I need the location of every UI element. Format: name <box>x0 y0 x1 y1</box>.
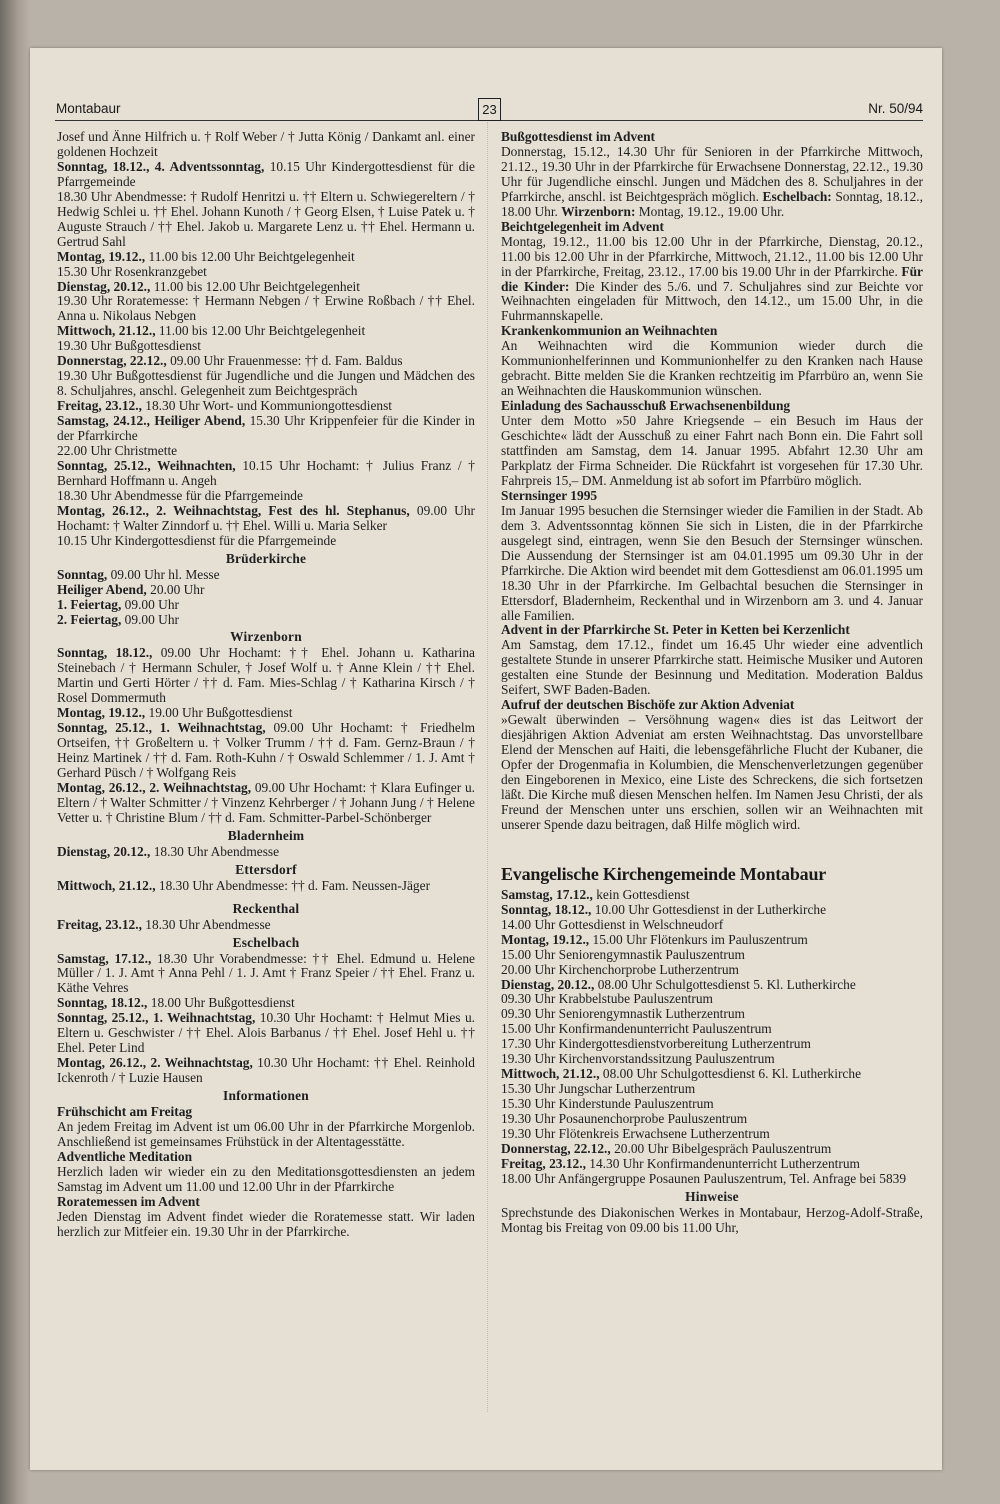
text-run: Montag, 19.12., 19.00 Uhr. <box>635 203 785 219</box>
text-paragraph <box>501 130 923 145</box>
text-run: 09.00 Uhr Hochamt: † Walter Zinndorf u. †† Ehel. Willi u. Maria Selker <box>57 502 475 533</box>
text-run: 22.00 Uhr Christmette <box>57 443 178 459</box>
text-run: 20.00 Uhr Bibelgespräch Pauluszentrum <box>610 1141 832 1156</box>
text-paragraph <box>57 721 475 781</box>
text-paragraph <box>501 1052 923 1067</box>
section-heading: Eschelbach <box>232 934 300 950</box>
text-run: 19.00 Uhr Bußgottesdienst <box>145 705 293 721</box>
bold-text: Frühschicht am Freitag <box>57 1104 193 1120</box>
text-run: Die Kinder des 5./6. und 7. Schuljahres sind zur Beichte vor Weihnachten eingeladen für Mittwoch, den 14.12., um 15.00 Uhr, in die Fuhrmannskapelle. <box>501 278 923 324</box>
text-run: 10.30 Uhr Hochamt: †† Ehel. Reinhold Ickenroth / † Luzie Hausen <box>57 1055 476 1086</box>
text-paragraph <box>501 948 923 963</box>
section-heading: Brüderkirche <box>225 550 307 566</box>
text-paragraph <box>57 1120 475 1150</box>
text-run: 19.30 Uhr Kirchenvorstandssitzung Pauluszentrum <box>501 1051 775 1067</box>
text-paragraph <box>501 324 923 339</box>
bold-text: Montag, 19.12., <box>57 248 146 264</box>
text-run: 08.00 Uhr Schulgottesdienst 5. Kl. Lutherkirche <box>594 976 856 992</box>
section-heading: Hinweise <box>685 1188 739 1204</box>
right-column <box>501 130 923 1236</box>
text-paragraph <box>57 250 475 265</box>
bold-text: Montag, 26.12., 2. Weihnachtstag, <box>57 779 252 795</box>
text-run: Sprechstunde des Diakonischen Werkes in Montabaur, Herzog-Adolf-Straße, Montag bis Freitag von 09.00 bis 11.00 Uhr, <box>501 1204 923 1235</box>
text-run: 08.00 Uhr Schulgottesdienst 6. Kl. Lutherkirche <box>599 1066 862 1082</box>
text-paragraph <box>57 534 475 549</box>
text-run: 20.00 Uhr <box>146 581 205 597</box>
bold-text: Einladung des Sachausschuß Erwachsenenbildung <box>501 398 791 414</box>
bold-text: Sonntag, 18.12., 4. Adventssonntag, <box>57 158 265 174</box>
bold-text: Bußgottesdienst im Advent <box>501 129 656 144</box>
text-run: Josef und Änne Hilfrich u. † Rolf Weber / † Jutta König / Dankamt anl. einer goldenen Hochzeit <box>57 129 475 159</box>
text-paragraph <box>501 1172 923 1187</box>
bold-text: Für die Kinder: <box>501 263 923 294</box>
header-town: Montabaur <box>56 101 121 116</box>
text-paragraph <box>501 220 923 235</box>
text-run: Sonntag, 18.12., 18.00 Uhr. <box>501 188 924 219</box>
text-run: 09.00 Uhr Frauenmesse: †† d. Fam. Baldus <box>166 353 403 369</box>
text-paragraph <box>501 963 923 978</box>
text-paragraph <box>57 781 475 826</box>
text-paragraph <box>501 1037 923 1052</box>
text-paragraph <box>57 1165 475 1195</box>
text-paragraph <box>57 399 475 414</box>
page-header <box>55 98 923 121</box>
text-run: 18.00 Uhr Anfängergruppe Posaunen Pauluszentrum, Tel. Anfrage bei 5839 <box>501 1170 907 1186</box>
text-paragraph <box>57 444 475 459</box>
text-run: 10.15 Uhr Kindergottesdienst für die Pfarrgemeinde <box>57 532 337 548</box>
text-run: 09.00 Uhr Hochamt: †† Ehel. Johann u. Katharina Steinebach / † Hermann Schuler, † Josef Wolf u. † Anne Klein / †† Ehel. Martin und Gerti Hörter / †† d. Fam. Mies-Schlag / † Katharina Kirsch / † Rosel Dommermuth <box>57 645 475 706</box>
text-run: 18.30 Uhr Abendmesse <box>141 916 271 932</box>
text-run: 15.00 Uhr Seniorengymnastik Pauluszentrum <box>501 946 745 962</box>
text-run: Unter dem Motto »50 Jahre Kriegsende – ein Besuch im Haus der Geschichte« lädt der Ausschuß zu einer Fahrt nach Bonn ein. Die Fahrt soll stattfinden am Samstag, dem 14. Januar 1995. Abfahrt 12.30 Uhr am Parkplatz der Firma Schneider. Die Rückfahrt ist vorgesehen für 17.30 Uhr. Fahrpreis 15,– DM. Anmeldung ist ab sofort im Pfarrbüro möglich. <box>501 413 923 488</box>
text-run: 10.15 Uhr Kindergottesdienst für die Pfarrgemeinde <box>57 158 475 189</box>
bold-text: 1. Feiertag, <box>57 596 122 612</box>
bold-text: Samstag, 24.12., Heiliger Abend, <box>57 413 246 429</box>
text-paragraph <box>57 1011 475 1056</box>
text-run: 10.00 Uhr Gottesdienst in der Lutherkirche <box>591 901 827 917</box>
bold-text: Montag, 26.12., 2. Weihnachtstag, <box>57 1055 253 1071</box>
bold-text: Dienstag, 20.12., <box>501 976 595 992</box>
text-paragraph <box>57 190 475 250</box>
text-run: 10.15 Uhr Hochamt: † Julius Franz / † Bernhard Hoffmann u. Angeh <box>57 457 475 488</box>
text-paragraph <box>501 1007 923 1022</box>
text-paragraph <box>501 1157 923 1172</box>
bold-text: 2. Feiertag, <box>57 611 122 627</box>
text-run: kein Gottesdienst <box>592 886 690 902</box>
text-run: 19.30 Uhr Bußgottesdienst <box>57 338 201 354</box>
text-paragraph <box>501 489 923 504</box>
text-run: An Weihnachten wird die Kommunion wieder durch die Kommunionhelferinnen und Kommunionhelfer zu den Kranken nach Hause gebracht. Bitte melden Sie die Kranken rechtzeitig im Pfarrbüro an, wenn Sie an Weihnachten die Hauskommunion wünschen. <box>501 338 923 399</box>
text-run: Montag, 19.12., 11.00 bis 12.00 Uhr in der Pfarrkirche, Dienstag, 20.12., 11.00 bis 12.00 Uhr in der Pfarrkirche, Mittwoch, 21.12., 11.00 bis 12.00 Uhr in der Pfarrkirche, Freitag, 23.12., 17.00 bis 19.00 Uhr in der Pfarrkirche. <box>501 233 923 279</box>
text-paragraph <box>57 504 475 534</box>
bold-text: Freitag, 23.12., <box>57 916 142 932</box>
text-paragraph <box>57 583 475 598</box>
text-run: Herzlich laden wir wieder ein zu den Meditationsgottesdiensten an jedem Samstag im Advent um 11.00 und 12.00 Uhr in der Pfarrkirche <box>57 1163 475 1194</box>
bold-text: Freitag, 23.12., <box>57 398 142 414</box>
text-paragraph <box>57 568 475 583</box>
text-run: 19.30 Uhr Roratemesse: † Hermann Nebgen / † Erwine Roßbach / †† Ehel. Anna u. Nikolaus Nebgen <box>57 293 475 324</box>
text-paragraph <box>57 918 475 933</box>
text-paragraph <box>57 265 475 280</box>
text-paragraph <box>501 1206 923 1236</box>
bold-text: Heiliger Abend, <box>57 581 147 597</box>
bold-text: Wirzenborn: <box>561 203 636 219</box>
bold-text: Beichtgelegenheit im Advent <box>501 218 664 234</box>
section-heading: Reckenthal <box>232 900 300 916</box>
text-run: 15.30 Uhr Krippenfeier für die Kinder in der Pfarrkirche <box>57 413 475 444</box>
text-paragraph <box>501 399 923 414</box>
issue-number: Nr. 50/94 <box>868 101 923 116</box>
text-paragraph <box>501 933 923 948</box>
text-run: »Gewalt überwinden – Versöhnung wagen« dies ist das Leitwort der diesjährigen Aktion Adveniat am ersten Weihnachtstag. Das unvorstellbare Elend der Menschen auf Haiti, die lebensgefährliche Flucht der Kubaner, die Opfer der Drogenmafia in Kolumbien, die Menschenverletzungen gegenüber den Eingeborenen in Mexico, eine Liste des Schreckens, die sich fortsetzen läßt. Die Kirche muß diesen Menschen helfen. Im Namen Jesu Christi, der als Freund der Menschen unter uns erschien, sollen wir an Weihnachten mit unserer Spende dazu beitragen, daß Hilfe möglich wird. <box>501 712 923 832</box>
text-paragraph <box>57 1150 475 1165</box>
text-paragraph <box>501 235 923 325</box>
bold-text: Montag, 19.12., <box>57 705 146 721</box>
bold-text: Eschelbach: <box>762 188 832 204</box>
bold-text: Dienstag, 20.12., <box>57 278 151 294</box>
text-paragraph <box>57 1210 475 1240</box>
text-run: 19.30 Uhr Flötenkreis Erwachsene Lutherzentrum <box>501 1126 770 1142</box>
scan-edge <box>0 0 30 1504</box>
text-paragraph <box>501 339 923 399</box>
text-paragraph <box>57 369 475 399</box>
text-paragraph <box>501 504 923 624</box>
text-paragraph <box>501 698 923 713</box>
text-run: 15.30 Uhr Jungschar Lutherzentrum <box>501 1081 696 1097</box>
bold-text: Donnerstag, 22.12., <box>501 1141 611 1156</box>
page-number: 23 <box>478 98 501 121</box>
text-run: 09.00 Uhr hl. Messe <box>107 566 220 582</box>
spacer <box>57 894 475 899</box>
text-paragraph <box>57 1056 475 1086</box>
text-paragraph <box>501 1022 923 1037</box>
text-paragraph <box>57 324 475 339</box>
text-paragraph <box>57 598 475 613</box>
bold-text: Freitag, 23.12., <box>501 1155 586 1171</box>
text-run: 19.30 Uhr Posaunenchorprobe Pauluszentrum <box>501 1111 748 1127</box>
bold-text: Roratemessen im Advent <box>57 1193 200 1209</box>
text-paragraph <box>501 1142 923 1157</box>
text-paragraph <box>57 706 475 721</box>
text-paragraph <box>501 1127 923 1142</box>
text-paragraph <box>57 160 475 190</box>
bold-text: Montag, 26.12., 2. Weihnachtstag, Fest des hl. Stephanus, <box>57 502 410 518</box>
text-run: Im Januar 1995 besuchen die Sternsinger wieder die Familien in der Stadt. Ab dem 3. Adventssonntag können Sie sich in Listen, die in der Pfarrkirche ausgelegt sind, eintragen, wenn Sie den Besuch der Sternsinger wünschen. Die Aussendung der Sternsinger ist am 04.01.1995 um 09.30 Uhr in der Pfarrkirche. Die Aktion wird beendet mit dem Gottesdienst am 06.01.1995 um 18.30 Uhr in der Pfarrkirche. Im Gelbachtal besuchen die Sternsinger in Ettersdorf, Bladernheim, Reckenthal und in Wirzenborn am 3. und 4. Januar alle Familien. <box>501 502 923 623</box>
bold-text: Sonntag, 18.12., <box>501 901 592 917</box>
section-heading: Wirzenborn <box>230 629 302 645</box>
text-run: 15.30 Uhr Rosenkranzgebet <box>57 263 207 279</box>
text-paragraph <box>57 996 475 1011</box>
bold-text: Sonntag, 25.12., 1. Weihnachtstag, <box>57 1010 256 1026</box>
text-run: 20.00 Uhr Kirchenchorprobe Lutherzentrum <box>501 961 739 977</box>
text-paragraph <box>501 903 923 918</box>
text-run: An jedem Freitag im Advent ist um 06.00 Uhr in der Pfarrkirche Morgenlob. Anschließend ist gemeinsames Frühstück in der Altentagesstätte. <box>57 1119 475 1149</box>
text-paragraph <box>501 623 923 638</box>
text-paragraph <box>57 354 475 369</box>
bold-text: Adventliche Meditation <box>57 1148 193 1164</box>
bold-text: Sonntag, 18.12., <box>57 995 148 1011</box>
text-paragraph <box>501 713 923 833</box>
bold-text: Sternsinger 1995 <box>501 487 598 503</box>
text-run: Am Samstag, dem 17.12., findet um 16.45 Uhr wieder eine adventlich gestaltete Stunde in unserer Pfarrkirche statt. Heimische Musiker und Autoren gestalten eine Stunde der Besinnung und Meditation. Moderation Baldus Seifert, SWF Baden-Baden. <box>501 637 923 698</box>
text-paragraph <box>501 145 923 220</box>
text-paragraph <box>57 1105 475 1120</box>
text-run: 14.00 Uhr Gottesdienst in Welschneudorf <box>501 916 724 932</box>
text-paragraph <box>57 339 475 354</box>
text-paragraph <box>57 280 475 295</box>
bold-text: Montag, 19.12., <box>501 931 590 947</box>
text-run: 18.30 Uhr Wort- und Kommuniongottesdienst <box>141 398 393 414</box>
bold-text: Sonntag, 18.12., <box>57 645 153 661</box>
bold-text: Advent in der Pfarrkirche St. Peter in Ketten bei Kerzenlicht <box>501 622 850 638</box>
text-run: 15.00 Uhr Flötenkurs im Pauluszentrum <box>589 931 808 947</box>
bold-text: Mittwoch, 21.12., <box>57 323 156 339</box>
text-run: 18.30 Uhr Abendmesse: †† d. Fam. Neussen-Jäger <box>155 877 431 893</box>
text-paragraph <box>501 638 923 698</box>
bold-text: Sonntag, 25.12., 1. Weihnachtstag, <box>57 720 266 736</box>
text-run: 09.00 Uhr Hochamt: † Friedhelm Ortseifen, †† Großeltern u. † Volker Trumm / †† d. Fam. Gernz-Braun / † Heinz Martinek / †† d. Fam. Roth-Kuhn / † Oswald Schlemmer / 1. J. Amt † Gerhard Püsch / † Wolfgang Reis <box>57 720 475 781</box>
text-paragraph <box>57 879 475 894</box>
bold-text: Aufruf der deutschen Bischöfe zur Aktion Adveniat <box>501 697 795 713</box>
text-paragraph <box>57 294 475 324</box>
text-run: 17.30 Uhr Kindergottesdienstvorbereitung Lutherzentrum <box>501 1036 811 1052</box>
text-run: 11.00 bis 12.00 Uhr Beichtgelegenheit <box>155 323 366 339</box>
text-paragraph <box>57 613 475 628</box>
section-heading: Ettersdorf <box>235 861 297 877</box>
text-run: 09.00 Uhr Hochamt: † Klara Eufinger u. Eltern / † Walter Schmitter / † Vinzenz Kehrberger / † Johann Jung / † Helene Vetter u. † Christine Blum / †† d. Fam. Schmitter-Parbel-Schönberger <box>57 779 476 825</box>
text-paragraph <box>501 414 923 489</box>
bold-text: Donnerstag, 22.12., <box>57 353 167 369</box>
text-run: 09.30 Uhr Seniorengymnastik Lutherzentrum <box>501 1006 745 1022</box>
text-paragraph <box>57 459 475 489</box>
text-run: 18.30 Uhr Vorabendmesse: †† Ehel. Edmund u. Helene Müller / 1. J. Amt † Anna Pehl / 1. J. Amt † Franz Speier / †† Ehel. Franz u. Käthe Vehres <box>57 950 475 996</box>
text-paragraph <box>501 1067 923 1082</box>
text-paragraph <box>501 1082 923 1097</box>
text-run: 18.00 Uhr Bußgottesdienst <box>147 995 295 1011</box>
section-heading: Informationen <box>223 1088 309 1104</box>
text-run: 18.30 Uhr Abendmesse <box>150 843 280 859</box>
bold-text: Samstag, 17.12., <box>57 950 152 966</box>
text-run: 11.00 bis 12.00 Uhr Beichtgelegenheit <box>150 278 360 294</box>
text-paragraph <box>57 414 475 444</box>
left-column <box>57 130 475 1240</box>
text-run: 10.30 Uhr Hochamt: † Helmut Mies u. Eltern u. Geschwister / †† Ehel. Alois Barbanus / †† Ehel. Josef Hehl u. †† Ehel. Peter Lind <box>57 1010 475 1056</box>
bold-text: Krankenkommunion an Weihnachten <box>501 323 718 339</box>
text-paragraph <box>501 978 923 993</box>
text-paragraph <box>501 1097 923 1112</box>
text-run: Donnerstag, 15.12., 14.30 Uhr für Senioren in der Pfarrkirche Mittwoch, 21.12., 19.30 Uhr in der Pfarrkirche für Erwachsene Donnerstag, 22.12., 19.30 Uhr für Jugendliche einschl. Jungen und Mädchen des 8. Schuljahres in der Pfarrkirche, anschl. ist Beichtgespräch möglich. <box>501 143 923 204</box>
text-paragraph <box>501 918 923 933</box>
text-paragraph <box>57 130 475 160</box>
text-run: 09.30 Uhr Krabbelstube Pauluszentrum <box>501 991 713 1007</box>
text-paragraph <box>501 888 923 903</box>
text-paragraph <box>501 992 923 1007</box>
text-run: Jeden Dienstag im Advent findet wieder die Roratemesse statt. Wir laden herzlich zur Mitfeier ein. 19.30 Uhr in der Pfarrkirche. <box>57 1208 475 1239</box>
bold-text: Mittwoch, 21.12., <box>57 877 156 893</box>
text-paragraph <box>57 646 475 706</box>
text-run: 11.00 bis 12.00 Uhr Beichtgelegenheit <box>145 248 355 264</box>
bold-text: Sonntag, 25.12., Weihnachten, <box>57 457 236 473</box>
text-run: 09.00 Uhr <box>121 596 179 612</box>
text-paragraph <box>57 845 475 860</box>
text-run: 09.00 Uhr <box>121 611 179 627</box>
column-divider <box>487 122 488 1412</box>
text-paragraph <box>57 489 475 504</box>
text-run: 18.30 Uhr Abendmesse: † Rudolf Henritzi u. †† Eltern u. Schwiegereltern / † Hedwig Schlei u. †† Ehel. Johann Kunoth / † Georg Elsen, † Luise Patek u. † Auguste Strauch / †† Ehel. Jakob u. Margarete Lenz u. †† Ehel. Hermann u. Gertrud Sahl <box>57 188 475 249</box>
bold-text: Sonntag, <box>57 566 108 582</box>
text-run: 14.30 Uhr Konfirmandenunterricht Lutherzentrum <box>585 1155 860 1171</box>
text-paragraph <box>57 1195 475 1210</box>
bold-text: Mittwoch, 21.12., <box>501 1066 600 1082</box>
bold-text: Dienstag, 20.12., <box>57 843 151 859</box>
text-paragraph <box>57 952 475 997</box>
article-title: Evangelische Kirchengemeinde Montabaur <box>501 863 827 884</box>
text-run: 15.30 Uhr Kinderstunde Pauluszentrum <box>501 1096 714 1112</box>
bold-text: Samstag, 17.12., <box>501 886 593 902</box>
text-run: 18.30 Uhr Abendmesse für die Pfarrgemeinde <box>57 487 303 503</box>
section-heading: Bladernheim <box>227 827 305 843</box>
text-run: 19.30 Uhr Bußgottesdienst für Jugendliche und die Jungen und Mädchen des 8. Schuljahres, anschl. Gelegenheit zum Beichtgespräch <box>57 368 475 399</box>
text-paragraph <box>501 1112 923 1127</box>
text-run: 15.00 Uhr Konfirmandenunterricht Pauluszentrum <box>501 1021 772 1037</box>
